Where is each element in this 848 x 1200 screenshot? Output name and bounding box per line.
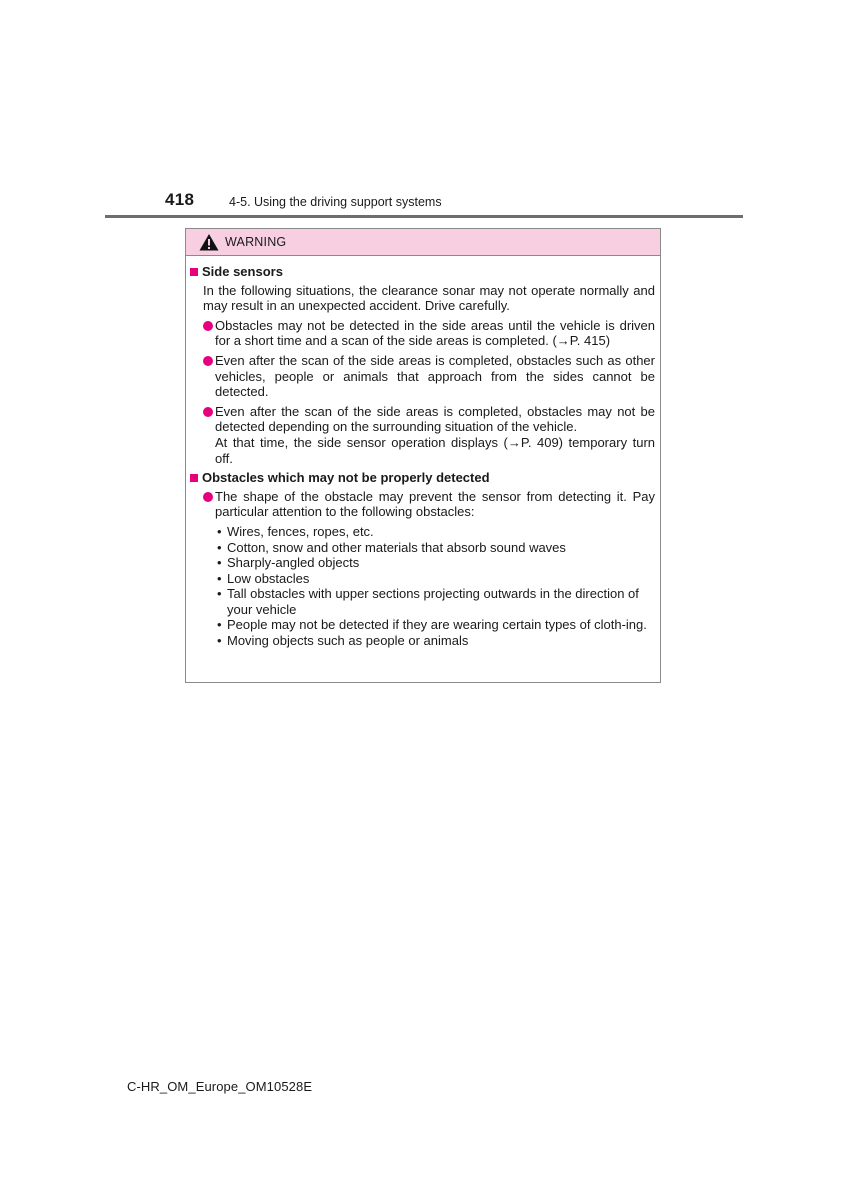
page-number: 418 (165, 190, 195, 209)
list-item: • Moving objects such as people or animals (217, 633, 469, 649)
circle-bullet-icon (203, 407, 213, 417)
warning-body (186, 256, 660, 649)
list-item: • Wires, fences, ropes, etc. (217, 523, 374, 539)
circle-bullet-icon (203, 321, 213, 331)
list-item: Even after the scan of the side areas is completed, obstacles such as other vehicles, people or animals that approach from the sides cannot be detected. (190, 353, 655, 400)
dot-bullet-icon: • (217, 555, 222, 571)
circle-bullet-icon (203, 492, 213, 502)
list-item: Obstacles may not be detected in the side areas until the vehicle is driven for a short time and a scan of the side areas is completed. (→P. 415) (190, 318, 655, 349)
dot-bullet-icon: • (217, 617, 222, 633)
square-bullet-icon (190, 474, 198, 482)
obstacle-list (190, 524, 655, 649)
list-item: • People may not be detected if they are wearing certain types of cloth-ing. (217, 617, 647, 633)
list-item: • Cotton, snow and other materials that absorb sound waves (217, 539, 566, 555)
circle-bullet-icon (203, 356, 213, 366)
dot-bullet-icon: • (217, 633, 222, 649)
list-item: The shape of the obstacle may prevent the sensor from detecting it. Pay particular attention to the following obstacles: (190, 489, 655, 520)
warning-box (185, 228, 661, 683)
dot-bullet-icon: • (217, 523, 222, 539)
list-item: • Low obstacles (217, 570, 310, 586)
section-heading: Obstacles which may not be properly detected (190, 470, 655, 486)
warning-triangle-icon (199, 233, 219, 251)
section-title: 4-5. Using the driving support systems (229, 195, 442, 209)
warning-label: WARNING (225, 235, 287, 249)
warning-header (186, 229, 660, 256)
list-item: • Sharply-angled objects (217, 555, 360, 571)
dot-bullet-icon: • (217, 539, 222, 555)
list-item: • Tall obstacles with upper sections projecting outwards in the direction of your vehicle (217, 586, 639, 617)
section-heading: Side sensors (190, 264, 655, 280)
section-intro: In the following situations, the clearance sonar may not operate normally and may result in an unexpected accident. Drive carefully. (203, 282, 655, 314)
document-code: C-HR_OM_Europe_OM10528E (127, 1079, 313, 1094)
list-item: Even after the scan of the side areas is completed, obstacles may not be detected depending on the surrounding situation of the vehicle. At that time, the side sensor operation displays (→P. 409) temporary turn off. (190, 404, 655, 466)
square-bullet-icon (190, 268, 198, 276)
dot-bullet-icon: • (217, 570, 222, 586)
dot-bullet-icon: • (217, 586, 222, 602)
header-rule (105, 215, 743, 218)
